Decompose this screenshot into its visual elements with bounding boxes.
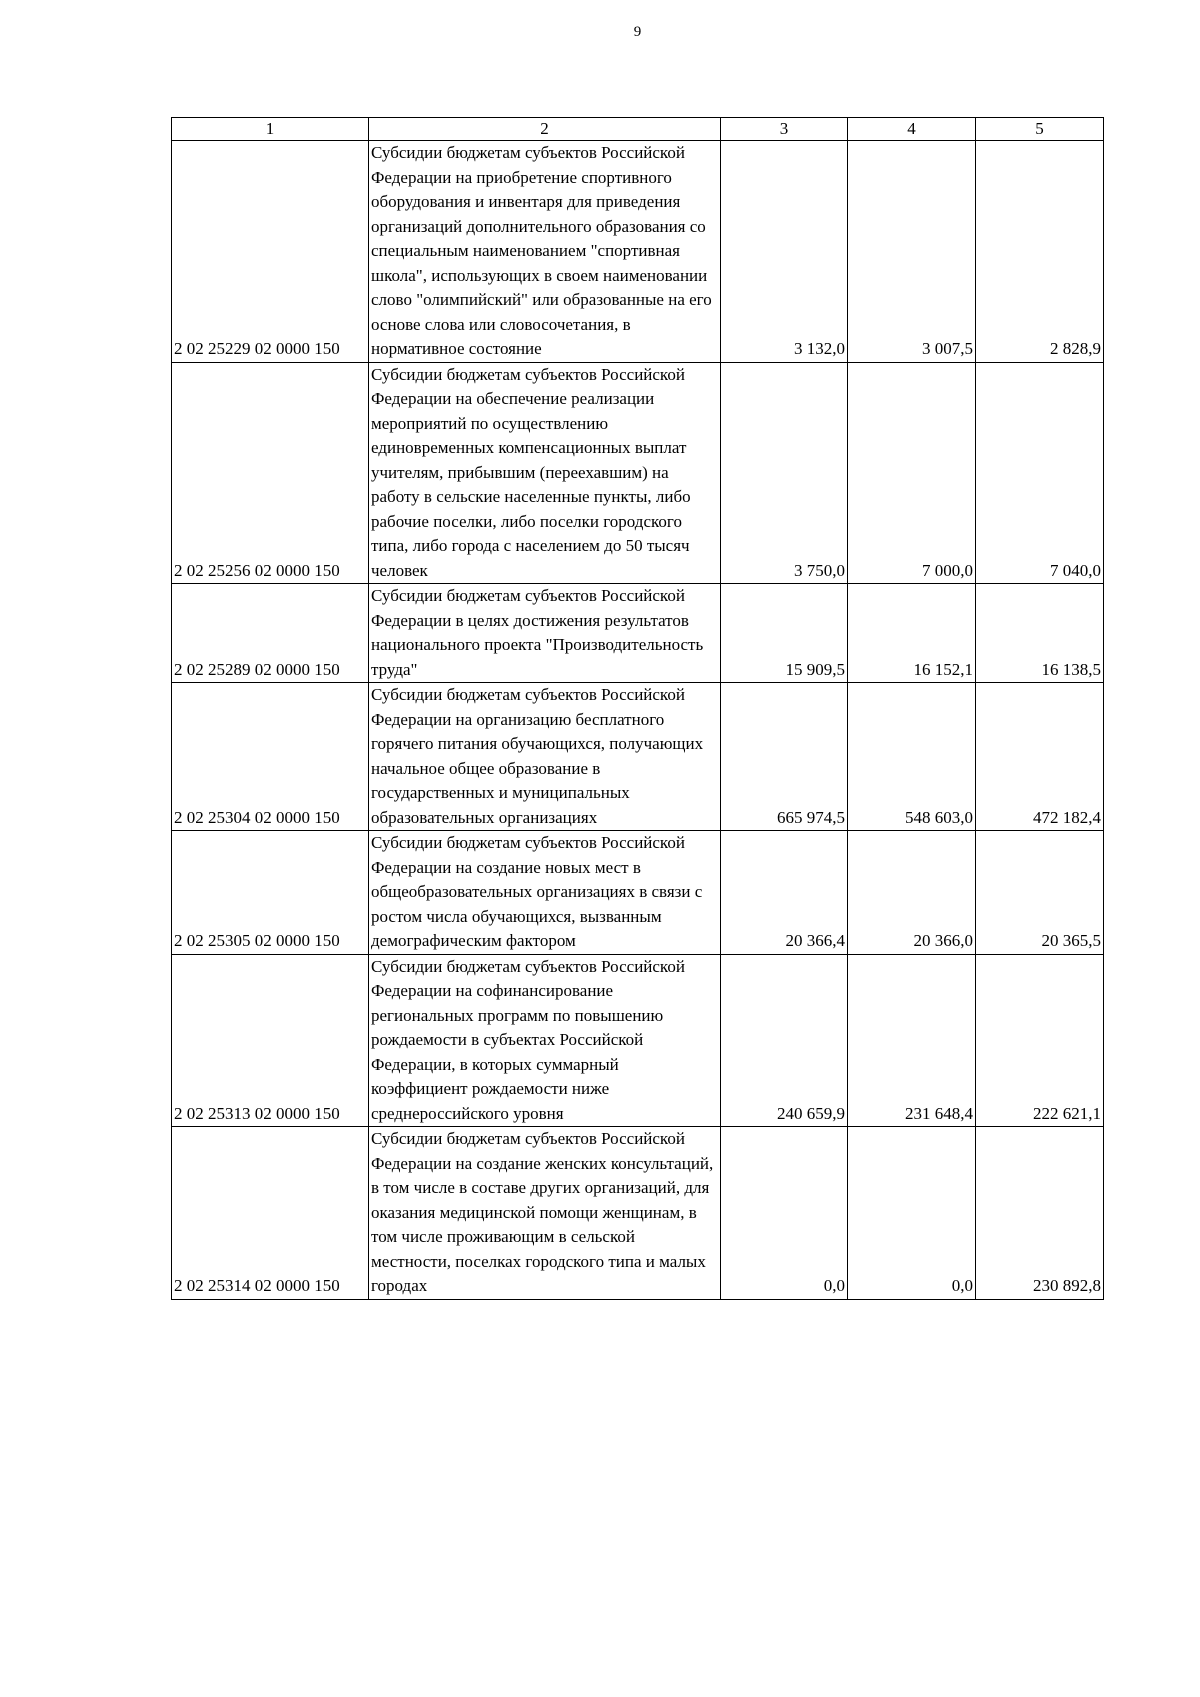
row-value-col3: 3 132,0	[721, 141, 848, 363]
header-cell-1: 1	[172, 118, 369, 141]
row-value-col4: 20 366,0	[848, 831, 976, 955]
row-value-col5: 20 365,5	[976, 831, 1104, 955]
row-description: Субсидии бюджетам субъектов Российской Федерации в целях достижения результатов национального проекта "Производительность труда"	[369, 584, 721, 683]
row-description: Субсидии бюджетам субъектов Российской Федерации на организацию бесплатного горячего питания обучающихся, получающих начальное общее образование в государственных и муниципальных образовательных организациях	[369, 683, 721, 831]
table-row	[172, 362, 1104, 584]
row-value-col3: 20 366,4	[721, 831, 848, 955]
row-value-col3: 3 750,0	[721, 362, 848, 584]
row-value-col4: 16 152,1	[848, 584, 976, 683]
row-code: 2 02 25313 02 0000 150	[172, 954, 369, 1127]
header-cell-2: 2	[369, 118, 721, 141]
row-description: Субсидии бюджетам субъектов Российской Федерации на софинансирование региональных программ по повышению рождаемости в субъектах Российской Федерации, в которых суммарный коэффициент рождаемости ниже среднероссийского уровня	[369, 954, 721, 1127]
row-value-col5: 472 182,4	[976, 683, 1104, 831]
row-code: 2 02 25304 02 0000 150	[172, 683, 369, 831]
page-number: 9	[633, 24, 642, 40]
row-code: 2 02 25256 02 0000 150	[172, 362, 369, 584]
row-value-col4: 548 603,0	[848, 683, 976, 831]
row-description: Субсидии бюджетам субъектов Российской Федерации на создание женских консультаций, в том числе в составе других организаций, для оказания медицинской помощи женщинам, в том числе проживающим в сельской местности, поселках городского типа и малых городах	[369, 1127, 721, 1300]
row-value-col3: 665 974,5	[721, 683, 848, 831]
row-value-col3: 240 659,9	[721, 954, 848, 1127]
row-value-col4: 7 000,0	[848, 362, 976, 584]
row-value-col5: 222 621,1	[976, 954, 1104, 1127]
row-value-col5: 16 138,5	[976, 584, 1104, 683]
row-value-col4: 3 007,5	[848, 141, 976, 363]
header-cell-3: 3	[721, 118, 848, 141]
row-code: 2 02 25229 02 0000 150	[172, 141, 369, 363]
table-row	[172, 683, 1104, 831]
row-description: Субсидии бюджетам субъектов Российской Федерации на создание новых мест в общеобразовательных организациях в связи с ростом числа обучающихся, вызванным демографическим фактором	[369, 831, 721, 955]
row-value-col3: 0,0	[721, 1127, 848, 1300]
row-value-col3: 15 909,5	[721, 584, 848, 683]
row-value-col4: 231 648,4	[848, 954, 976, 1127]
row-value-col5: 230 892,8	[976, 1127, 1104, 1300]
budget-table	[171, 117, 1104, 1300]
table-row	[172, 584, 1104, 683]
table-row	[172, 141, 1104, 363]
row-code: 2 02 25305 02 0000 150	[172, 831, 369, 955]
row-value-col5: 2 828,9	[976, 141, 1104, 363]
table-row	[172, 831, 1104, 955]
table-row	[172, 1127, 1104, 1300]
header-row	[172, 118, 1104, 141]
row-code: 2 02 25314 02 0000 150	[172, 1127, 369, 1300]
header-cell-5: 5	[976, 118, 1104, 141]
row-description: Субсидии бюджетам субъектов Российской Федерации на обеспечение реализации мероприятий по осуществлению единовременных компенсационных выплат учителям, прибывшим (переехавшим) на работу в сельские населенные пункты, либо рабочие поселки, либо поселки городского типа, либо города с населением до 50 тысяч человек	[369, 362, 721, 584]
row-description: Субсидии бюджетам субъектов Российской Федерации на приобретение спортивного оборудования и инвентаря для приведения организаций дополнительного образования со специальным наименованием "спортивная школа", использующих в своем наименовании слово "олимпийский" или образованные на его основе слова или словосочетания, в нормативное состояние	[369, 141, 721, 363]
header-cell-4: 4	[848, 118, 976, 141]
row-code: 2 02 25289 02 0000 150	[172, 584, 369, 683]
row-value-col5: 7 040,0	[976, 362, 1104, 584]
row-value-col4: 0,0	[848, 1127, 976, 1300]
table-row	[172, 954, 1104, 1127]
